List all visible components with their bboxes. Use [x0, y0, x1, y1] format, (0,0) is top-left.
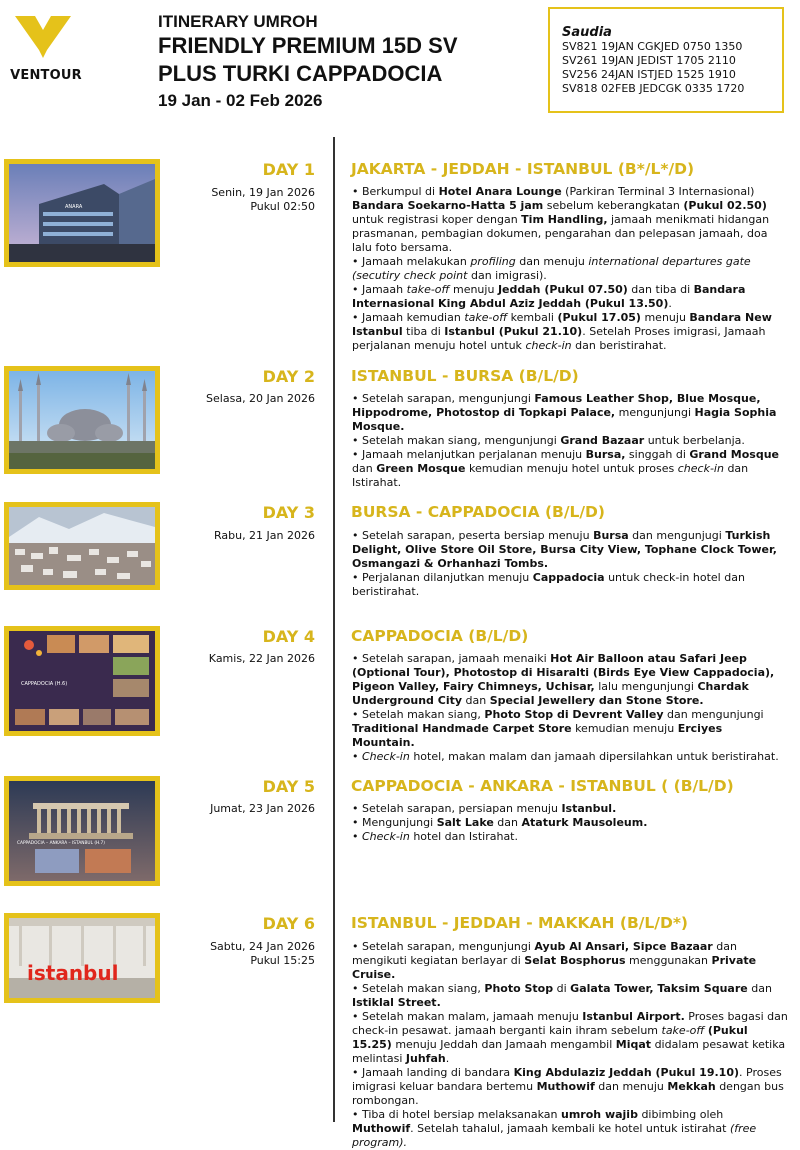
day-date-text: Senin, 19 Jan 2026 — [211, 186, 315, 199]
title-line-3: PLUS TURKI CAPPADOCIA — [158, 61, 443, 86]
day-time-text: Pukul 15:25 — [250, 954, 315, 967]
day-date-text: Selasa, 20 Jan 2026 — [206, 392, 315, 405]
day5-photo — [4, 776, 160, 886]
timeline-divider — [333, 137, 335, 1122]
day2-photo — [4, 366, 160, 474]
day4-photo — [4, 626, 160, 736]
day-description: • Setelah sarapan, persiapan menuju Istanbul. • Mengunjungi Salt Lake dan Ataturk Mausoleum. • Check-in hotel dan Istirahat. — [352, 802, 648, 843]
blue-mosque-photo — [9, 371, 155, 469]
snowy-city-photo — [9, 507, 155, 585]
day-date — [210, 802, 315, 816]
title-line-2: FRIENDLY PREMIUM 15D SV — [158, 33, 458, 58]
flight-row: SV256 24JAN ISTJED 1525 1910 — [562, 68, 736, 81]
flight-row: SV821 19JAN CGKJED 0750 1350 — [562, 40, 743, 53]
istanbul-sign: istanbul — [27, 961, 119, 985]
day-date-text: Rabu, 21 Jan 2026 — [213, 529, 315, 542]
itinerary-title — [158, 12, 458, 112]
day-label: DAY 2 — [262, 367, 315, 386]
day-date — [214, 529, 315, 543]
trip-dates: 19 Jan - 02 Feb 2026 — [158, 91, 323, 110]
istanbul-airport-photo — [9, 918, 155, 998]
day-date-text: Jumat, 23 Jan 2026 — [210, 802, 315, 815]
day-title: ISTANBUL - JEDDAH - MAKKAH (B/L/D*) — [351, 914, 689, 932]
hotel-sign: ANARA — [65, 204, 83, 210]
day-description: • Setelah sarapan, mengunjungi Famous Leather Shop, Blue Mosque, Hippodrome, Photostop di Topkapi Palace, mengunjungi Hagia Sophia Mosque. • Setelah makan siang, mengunjungi Grand Bazaar untuk berbelanja. • Jamaah melanjutkan perjalanan menuju Bursa, singgah di Grand Mosque dan Green Mosque kemudian menuju hotel untuk proses check-in dan Istirahat. — [352, 392, 780, 489]
day-title: BURSA - CAPPADOCIA (B/L/D) — [351, 503, 606, 521]
airline-name: Saudia — [562, 25, 612, 40]
hotel-building-photo — [9, 164, 155, 262]
day-date — [209, 652, 315, 666]
day-description: • Berkumpul di Hotel Anara Lounge (Parkiran Terminal 3 Internasional) Bandara Soekarno-Hatta 5 jam sebelum keberangkatan (Pukul 02.50) untuk registrasi koper dengan Tim Handling, jamaah menikmati hidangan prasmanan, pembagian dokumen, pengarahan dan pelepasan jamaah, doa lalu foto bersama. • Jamaah melakukan profiling dan menuju international departures gate (secutiry check point dan imigrasi). • Jamaah take-off menuju Jeddah (Pukul 07.50) dan tiba di Bandara Internasional King Abdul Aziz Jeddah (Pukul 13.50). • Jamaah kemudian take-off kembali (Pukul 17.05) menuju Bandara New Istanbul tiba di Istanbul (Pukul 21.10). Setelah Proses imigrasi, Jamaah perjalanan menuju hotel untuk check-in dan beristirahat. — [352, 185, 772, 352]
day-date-text: Kamis, 22 Jan 2026 — [208, 652, 315, 665]
day-label: DAY 5 — [262, 777, 315, 796]
day-date — [210, 940, 315, 968]
day-time-text: Pukul 02:50 — [250, 200, 315, 213]
day-date — [211, 186, 315, 214]
collage-caption: CAPPADOCIA (H.6) — [21, 681, 68, 687]
day3-photo — [4, 502, 160, 590]
day-title: ISTANBUL - BURSA (B/L/D) — [351, 367, 579, 385]
flight-row: SV818 02FEB JEDCGK 0335 1720 — [562, 82, 745, 95]
day-label: DAY 1 — [262, 160, 315, 179]
flight-row: SV261 19JAN JEDIST 1705 2110 — [562, 54, 736, 67]
flight-info-box — [548, 7, 784, 113]
day6-photo — [4, 913, 160, 1003]
title-line-1: ITINERARY UMROH — [158, 12, 318, 31]
day-title: JAKARTA - JEDDAH - ISTANBUL (B*/L*/D) — [351, 160, 695, 178]
ataturk-mausoleum-photo — [9, 781, 155, 881]
day-date-text: Sabtu, 24 Jan 2026 — [210, 940, 315, 953]
day-label: DAY 6 — [262, 914, 315, 933]
day-title: CAPPADOCIA (B/L/D) — [351, 627, 529, 645]
day-description: • Setelah sarapan, jamaah menaiki Hot Air Balloon atau Safari Jeep (Optional Tour), Photostop di Hisaralti (Birds Eye View Cappadocia), Pigeon Valley, Fairy Chimneys, Uchisar, lalu mengunjungi Chardak Underground City dan Special Jewellery dan Stone Store. • Setelah makan siang, Photo Stop di Devrent Valley dan mengunjungi Traditional Handmade Carpet Store kemudian menuju Erciyes Mountain. • Check-in hotel, makan malam dan jamaah dipersilahkan untuk beristirahat. — [352, 652, 779, 763]
day-label: DAY 3 — [262, 503, 315, 522]
day-description: • Setelah sarapan, mengunjungi Ayub Al Ansari, Sipce Bazaar dan mengikuti kegiatan berlayar di Selat Bosphorus menggunakan Private Cruise. • Setelah makan siang, Photo Stop di Galata Tower, Taksim Square dan Istiklal Street. • Setelah makan malam, jamaah menuju Istanbul Airport. Proses bagasi dan check-in pesawat. jamaah berganti kain ihram sebelum take-off (Pukul 15.25) menuju Jeddah dan Jamaah mengambil Miqat didalam pesawat ketika melintasi Juhfah. • Jamaah landing di bandara King Abdulaziz Jeddah (Pukul 19.10). Proses imigrasi keluar bandara bertemu Muthowif dan menuju Mekkah dengan bus rombongan. • Tiba di hotel bersiap melaksanakan umroh wajib dibimbing oleh Muthowif. Setelah tahalul, jamaah kembali ke hotel untuk istirahat (free program). — [352, 940, 788, 1149]
day-title: CAPPADOCIA - ANKARA - ISTANBUL ( (B/L/D) — [351, 777, 734, 795]
photo-caption: CAPPADOCIA – ANKARA – ISTANBUL (H.7) — [17, 841, 105, 846]
day-description: • Setelah sarapan, peserta bersiap menuju Bursa dan mengunjugi Turkish Delight, Olive Store Oil Store, Bursa City View, Tophane Clock Tower, Osmangazi & Orhanhazi Tombs. • Perjalanan dilanjutkan menuju Cappadocia untuk check-in hotel dan beristirahat. — [352, 529, 777, 598]
day1-photo — [4, 159, 160, 267]
cappadocia-collage-photo — [9, 631, 155, 731]
ventour-logo-icon — [13, 16, 73, 58]
logo-text: VENTOUR — [10, 68, 82, 83]
day-date — [206, 392, 315, 406]
ventour-logo — [6, 16, 80, 86]
day-label: DAY 4 — [262, 627, 315, 646]
